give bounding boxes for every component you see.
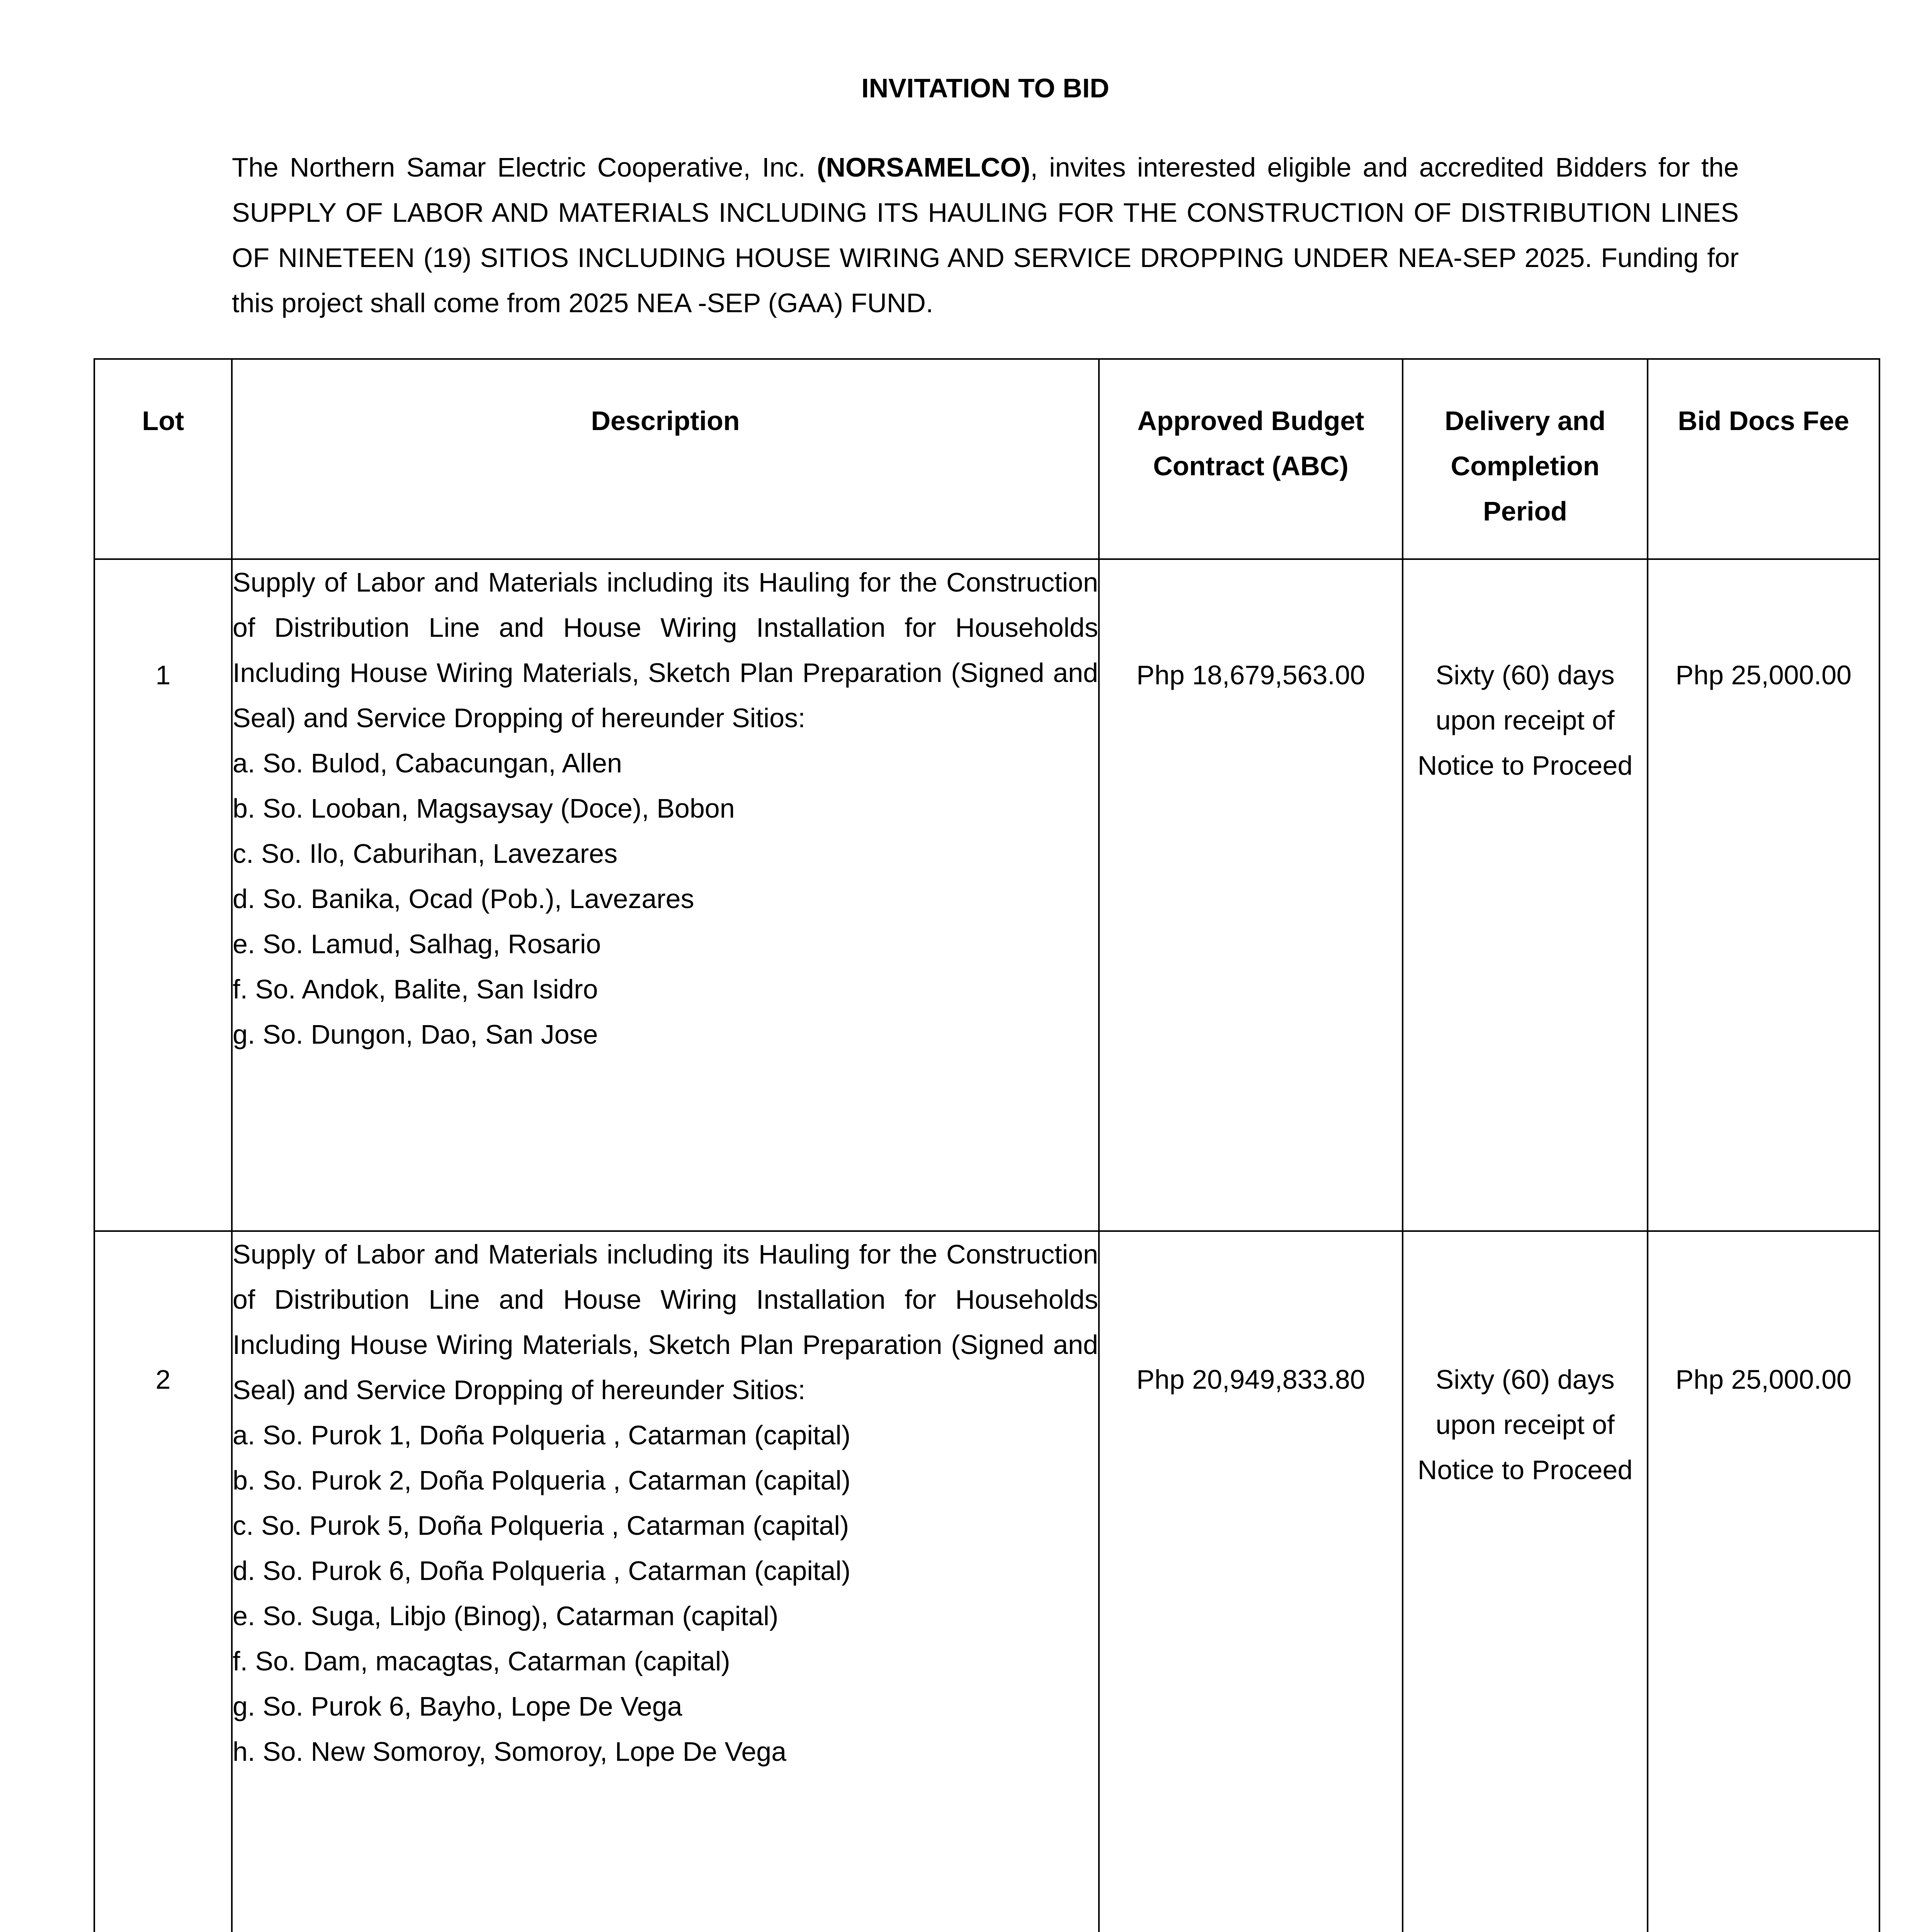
sitio-list [233,1413,1098,1774]
lot-abc: Php 20,949,833.80 [1099,1231,1403,1932]
lot-abc: Php 18,679,563.00 [1099,559,1403,1231]
lot-description-text: Supply of Labor and Materials including its Hauling for the Construction of Distribution Line and House Wiring Installation for Households Including House Wiring Materials, Sketch Plan Preparation (Signed and Seal) and Service Dropping of hereunder Sitios: [233,1239,1098,1405]
intro-organization-acronym: (NORSAMELCO) [817,152,1031,182]
header-abc: Approved Budget Contract (ABC) [1099,359,1403,559]
lot-bid-docs-fee: Php 25,000.00 [1648,1231,1879,1932]
intro-text-rest: , invites interested eligible and accredited Bidders for the SUPPLY OF LABOR AND MATERIALS INCLUDING ITS HAULING FOR THE CONSTRUCTION OF DISTRIBUTION LINES OF NINETEEN (19) SITIOS INCLUDING HOUSE WIRING AND SERVICE DROPPING UNDER NEA-SEP 2025. Funding for this project shall come from 2025 NEA -SEP (GAA) FUND. [232,152,1739,318]
sitio-list [233,741,1098,1057]
lot-delivery-period: Sixty (60) days upon receipt of Notice to Proceed [1403,1231,1648,1932]
lot-delivery-period: Sixty (60) days upon receipt of Notice to Proceed [1403,559,1648,1231]
list-item: b. So. Looban, Magsaysay (Doce), Bobon [233,793,735,823]
table-row [94,1231,1879,1932]
lot-bid-docs-fee: Php 25,000.00 [1648,559,1879,1231]
lot-description [232,559,1099,1231]
list-item: e. So. Lamud, Salhag, Rosario [233,929,601,959]
list-item: b. So. Purok 2, Doña Polqueria , Catarman (capital) [233,1465,851,1495]
list-item: f. So. Dam, macagtas, Catarman (capital) [233,1646,730,1676]
intro-text-start: The Northern Samar Electric Cooperative, Inc. [232,152,817,182]
list-item: c. So. Purok 5, Doña Polqueria , Catarman (capital) [233,1510,849,1541]
lot-description [232,1231,1099,1932]
list-item: g. So. Purok 6, Bayho, Lope De Vega [233,1691,682,1721]
lot-number: 2 [94,1231,232,1932]
header-delivery: Delivery and Completion Period [1403,359,1648,559]
list-item: e. So. Suga, Libjo (Binog), Catarman (capital) [233,1601,779,1631]
header-description: Description [232,359,1099,559]
document-title: INVITATION TO BID [861,73,1109,103]
intro-paragraph [232,145,1739,326]
header-lot: Lot [94,359,232,559]
table-header-row [94,359,1879,559]
lot-number: 1 [94,559,232,1231]
list-item: d. So. Banika, Ocad (Pob.), Lavezares [233,884,694,914]
header-fee: Bid Docs Fee [1648,359,1879,559]
list-item: a. So. Purok 1, Doña Polqueria , Catarman (capital) [233,1420,851,1450]
list-item: c. So. Ilo, Caburihan, Lavezares [233,838,618,869]
list-item: f. So. Andok, Balite, San Isidro [233,974,598,1004]
bid-lots-table [94,358,1880,1932]
list-item: g. So. Dungon, Dao, San Jose [233,1019,598,1049]
lot-description-text: Supply of Labor and Materials including its Hauling for the Construction of Distribution Line and House Wiring Installation for Households Including House Wiring Materials, Sketch Plan Preparation (Signed and Seal) and Service Dropping of hereunder Sitios: [233,567,1098,733]
table-row [94,559,1879,1231]
list-item: d. So. Purok 6, Doña Polqueria , Catarman (capital) [233,1556,851,1586]
list-item: a. So. Bulod, Cabacungan, Allen [233,748,622,778]
list-item: h. So. New Somoroy, Somoroy, Lope De Vega [233,1736,787,1767]
